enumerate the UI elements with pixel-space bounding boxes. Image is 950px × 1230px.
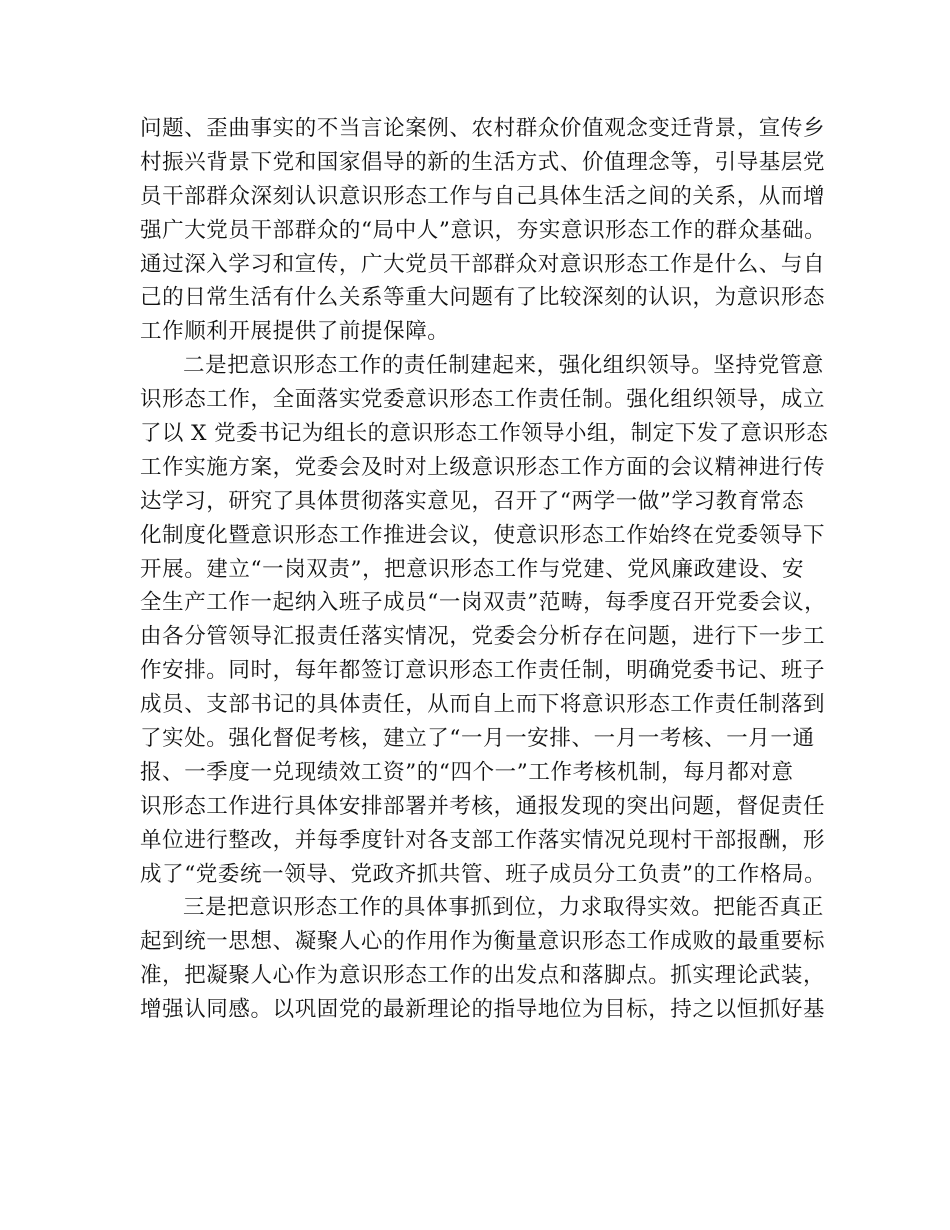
text-line: 由各分管领导汇报责任落实情况，党委会分析存在问题，进行下一步工 (140, 624, 826, 650)
text-line: 强广大党员干部群众的“局中人”意识，夯实意识形态工作的群众基础。 (140, 217, 827, 243)
body-text (140, 112, 830, 1027)
text-line: 单位进行整改，并每季度针对各支部工作落实情况兑现村干部报酬，形 (140, 827, 826, 853)
paragraph-first-line: 三是把意识形态工作的具体事抓到位，力求取得实效。把能否真正 (183, 895, 824, 921)
text-line: 起到统一思想、凝聚人心的作用作为衡量意识形态工作成败的最重要标 (140, 929, 826, 955)
text-line: 开展。建立“一岗双责”，把意识形态工作与党建、党风廉政建设、安 (140, 556, 805, 582)
text-line: 识形态工作进行具体安排部署并考核，通报发现的突出问题，督促责任 (140, 793, 826, 819)
text-line: 了以 X 党委书记为组长的意识形态工作领导小组，制定下发了意识形态 (140, 421, 829, 447)
text-line: 识形态工作，全面落实党委意识形态工作责任制。强化组织领导，成立 (140, 387, 826, 413)
text-line: 成员、支部书记的具体责任，从而自上而下将意识形态工作责任制落到 (140, 692, 826, 718)
text-line: 作安排。同时，每年都签订意识形态工作责任制，明确党委书记、班子 (140, 658, 826, 684)
text-line: 了实处。强化督促考核，建立了“一月一安排、一月一考核、一月一通 (140, 726, 815, 752)
text-line: 化制度化暨意识形态工作推进会议，使意识形态工作始终在党委领导下 (140, 522, 826, 548)
text-line: 工作顺利开展提供了前提保障。 (140, 319, 450, 345)
text-line: 己的日常生活有什么关系等重大问题有了比较深刻的认识，为意识形态 (140, 285, 826, 311)
text-line: 准，把凝聚人心作为意识形态工作的出发点和落脚点。抓实理论武装， (140, 963, 826, 989)
text-line: 工作实施方案，党委会及时对上级意识形态工作方面的会议精神进行传 (140, 454, 826, 480)
text-line: 报、一季度一兑现绩效工资”的“四个一”工作考核机制，每月都对意 (140, 759, 794, 785)
text-line: 成了“党委统一领导、党政齐抓共管、班子成员分工负责”的工作格局。 (140, 861, 827, 887)
text-line: 员干部群众深刻认识意识形态工作与自己具体生活之间的关系，从而增 (140, 183, 826, 209)
text-line: 全生产工作一起纳入班子成员“一岗双责”范畴，每季度召开党委会议， (140, 590, 827, 616)
text-line: 通过深入学习和宣传，广大党员干部群众对意识形态工作是什么、与自 (140, 251, 826, 277)
text-line: 问题、歪曲事实的不当言论案例、农村群众价值观念变迁背景，宣传乡 (140, 116, 826, 141)
paragraph-first-line: 二是把意识形态工作的责任制建起来，强化组织领导。坚持党管意 (183, 353, 824, 379)
text-line: 增强认同感。以巩固党的最新理论的指导地位为目标，持之以恒抓好基 (140, 997, 826, 1023)
text-line: 达学习，研究了具体贯彻落实意见，召开了“两学一做”学习教育常态 (140, 488, 805, 514)
text-line: 村振兴背景下党和国家倡导的新的生活方式、价值理念等，引导基层党 (140, 149, 826, 175)
